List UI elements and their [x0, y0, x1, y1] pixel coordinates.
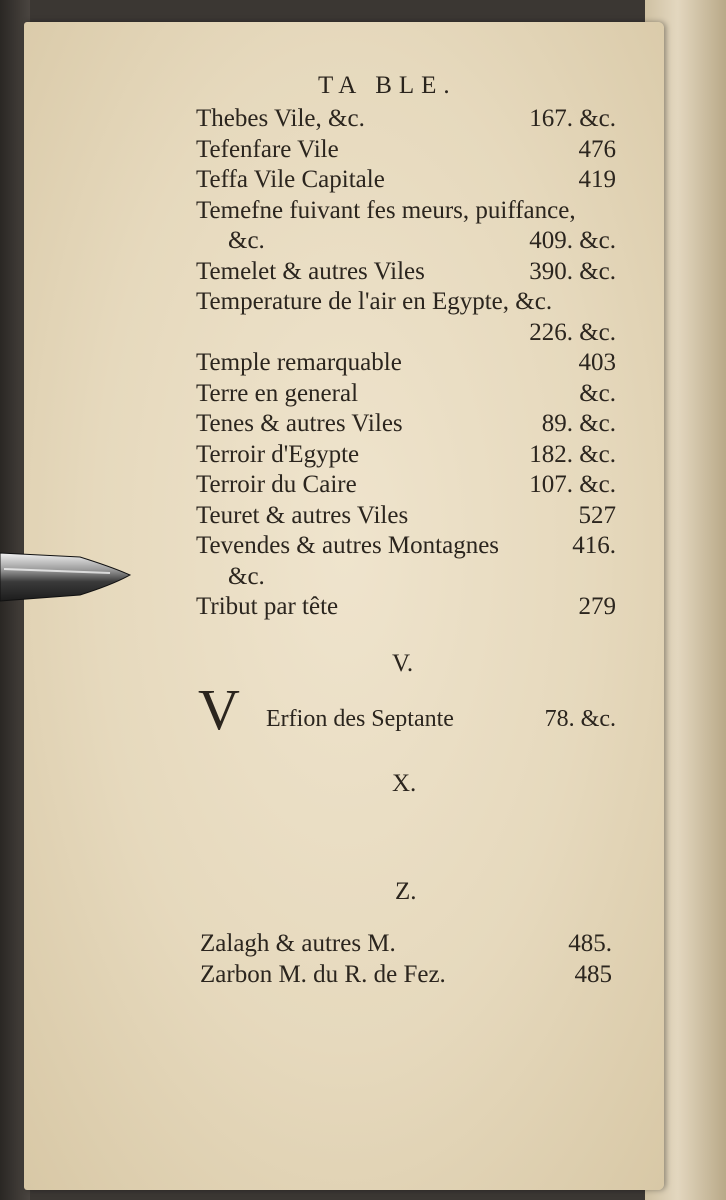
index-entry	[196, 531, 616, 562]
index-entry	[196, 318, 616, 349]
entry-page: 409. &c.	[529, 227, 616, 254]
entry-text: Teuret & autres Viles	[196, 501, 409, 529]
entry-text: Thebes Vile, &c.	[196, 105, 365, 132]
entry-text: Zarbon M. du R. de Fez.	[200, 961, 446, 988]
entry-text: Temelet & autres Viles	[196, 257, 425, 285]
index-entry	[200, 959, 612, 990]
entry-page: 390. &c.	[529, 257, 616, 285]
index-entry	[196, 165, 616, 196]
entry-text: Tribut par tête	[196, 593, 339, 620]
entry-text: Temple remarquable	[196, 349, 402, 376]
page-pointer-tool	[0, 545, 132, 607]
entry-text: Temperature de l'air en Egypte, &c.	[196, 288, 553, 315]
index-entry	[196, 409, 616, 440]
index-entry	[196, 104, 616, 135]
entry-text: Erfion des Septante	[266, 706, 454, 732]
entry-page: 226. &c.	[529, 318, 616, 346]
index-entry	[196, 592, 616, 623]
section-heading-v: V.	[392, 650, 414, 677]
index-entry	[196, 196, 616, 227]
entry-page: 167. &c.	[529, 105, 616, 132]
index-entry	[196, 348, 616, 379]
index-entry	[196, 135, 616, 166]
index-entry-v	[198, 677, 616, 746]
entry-text: Zalagh & autres M.	[200, 930, 396, 957]
entry-text: Teffa Vile Capitale	[196, 166, 385, 193]
entry-page: 78. &c.	[544, 706, 616, 732]
index-entry	[196, 501, 616, 532]
section-heading-x: X.	[392, 770, 417, 797]
entry-page: 476	[578, 135, 616, 163]
entry-text: Temefne fuivant fes meurs, puiffance,	[196, 196, 576, 224]
section-heading-z: Z.	[395, 878, 417, 905]
index-entry	[196, 440, 616, 471]
index-entries-t	[196, 104, 616, 623]
page-header: TA BLE.	[318, 72, 457, 99]
entry-page: &c.	[579, 379, 616, 407]
entry-page: 527	[578, 501, 616, 529]
entry-text: Tenes & autres Viles	[196, 410, 403, 437]
entry-text: Terroir d'Egypte	[196, 440, 360, 468]
entry-text: Tevendes & autres Montagnes	[196, 532, 500, 559]
entry-text: Terre en general	[196, 379, 359, 407]
entry-page: 419	[578, 166, 616, 193]
entry-page: 279	[578, 593, 616, 620]
entry-page: 107. &c.	[529, 471, 616, 498]
entry-text: Terroir du Caire	[196, 471, 357, 498]
entry-page: 485.	[568, 930, 612, 957]
index-entry	[196, 257, 616, 288]
entry-page: 416.	[572, 532, 616, 559]
index-entry	[196, 562, 616, 593]
entry-page: 182. &c.	[529, 440, 616, 468]
entry-page: 89. &c.	[541, 410, 616, 437]
index-entry	[196, 379, 616, 410]
index-entry	[200, 928, 612, 959]
index-entries-z	[200, 928, 612, 990]
entry-text: &c.	[228, 227, 265, 254]
drop-cap: V	[198, 677, 240, 742]
entry-page: 403	[578, 349, 616, 376]
index-entry	[196, 470, 616, 501]
index-entry	[196, 287, 616, 318]
entry-text: &c.	[228, 562, 265, 590]
entry-text: Tefenfare Vile	[196, 135, 339, 163]
entry-page: 485	[574, 961, 612, 988]
index-entry	[196, 226, 616, 257]
